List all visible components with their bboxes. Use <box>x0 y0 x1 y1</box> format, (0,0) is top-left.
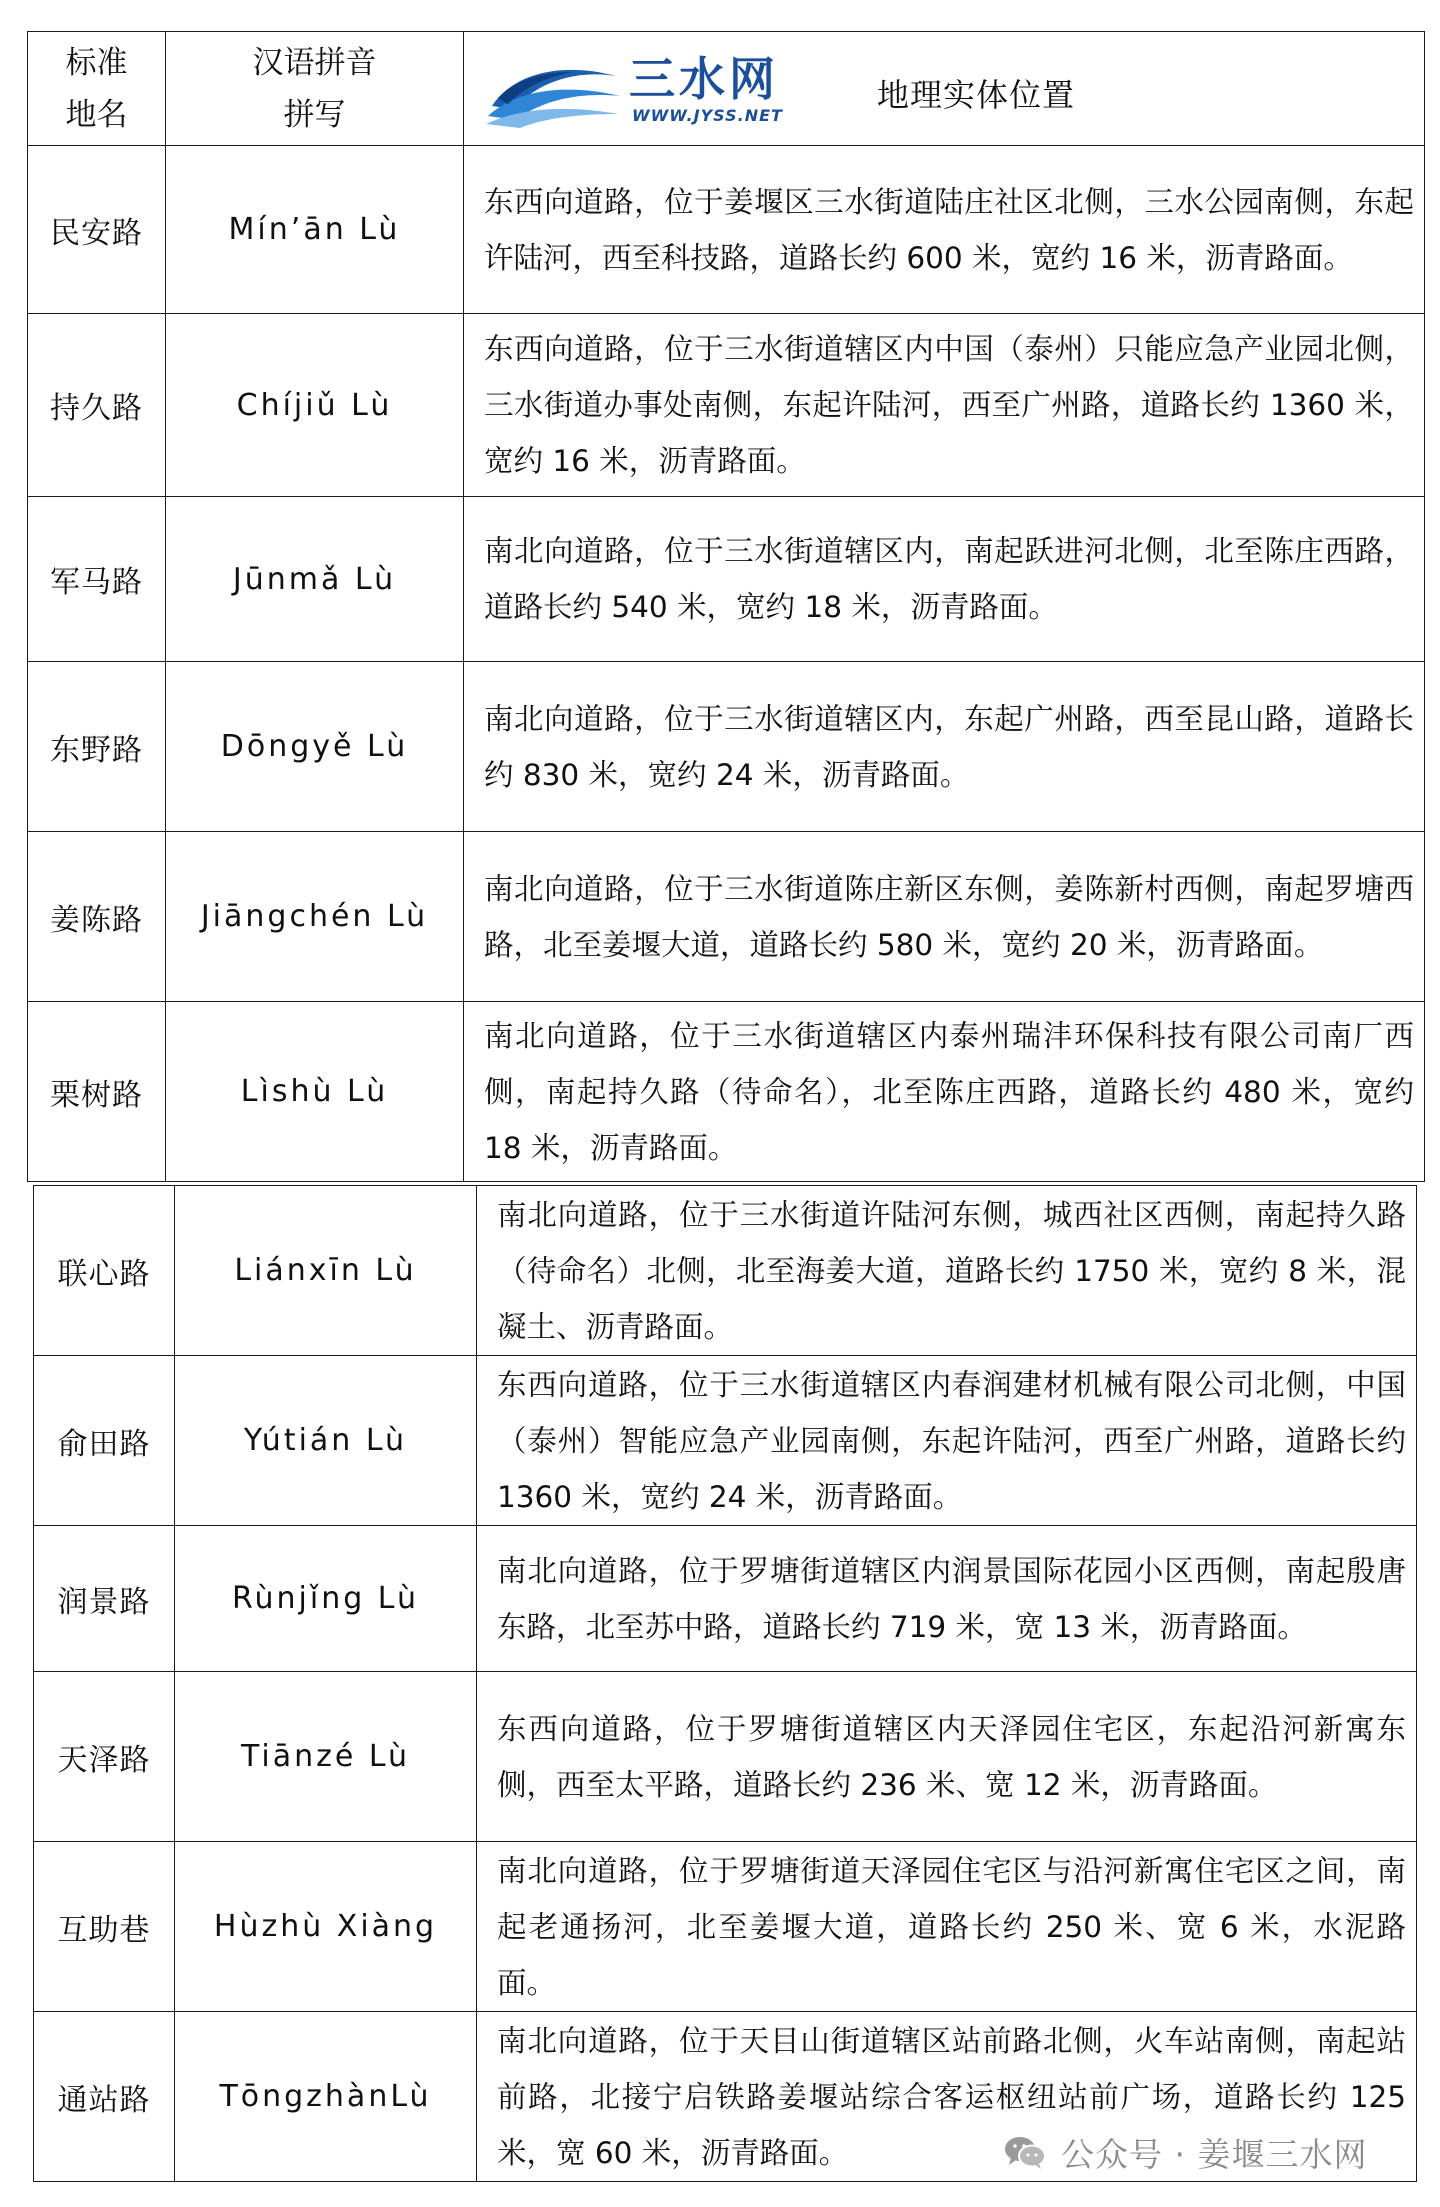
wave-logo-icon <box>484 54 624 129</box>
road-pinyin: Tiānzé Lù <box>175 1672 477 1842</box>
watermark <box>1003 2130 1367 2174</box>
road-name: 润景路 <box>34 1526 175 1672</box>
road-location: 南北向道路，位于罗塘街道辖区内润景国际花园小区西侧，南起殷唐东路，北至苏中路，道路长约 719 米，宽 13 米，沥青路面。 <box>477 1526 1417 1672</box>
road-pinyin: TōngzhànLù <box>175 2012 477 2182</box>
wechat-icon <box>1003 2134 1047 2170</box>
table-row <box>34 1672 1417 1842</box>
road-name: 持久路 <box>28 314 166 497</box>
road-pinyin: Jūnmǎ Lù <box>166 497 464 662</box>
road-pinyin: Dōngyě Lù <box>166 662 464 832</box>
road-names-table-1 <box>27 31 1425 1182</box>
road-location: 南北向道路，位于三水街道陈庄新区东侧，姜陈新村西侧，南起罗塘西路，北至姜堰大道，道路长约 580 米，宽约 20 米，沥青路面。 <box>464 832 1425 1002</box>
road-location: 东西向道路，位于三水街道辖区内中国（泰州）只能应急产业园北侧，三水街道办事处南侧，东起许陆河，西至广州路，道路长约 1360 米，宽约 16 米，沥青路面。 <box>464 314 1425 497</box>
road-names-table-2 <box>33 1185 1417 2182</box>
road-location: 南北向道路，位于天目山街道辖区站前路北侧，火车站南侧，南起站前路，北接宁启铁路姜堰站综合客运枢纽站前广场，道路长约 125 米，宽 60 米，沥青路面。 <box>477 2012 1417 2182</box>
header-location: 地理实体位置 <box>877 76 1076 114</box>
road-location: 东西向道路，位于姜堰区三水街道陆庄社区北侧，三水公园南侧，东起许陆河，西至科技路，道路长约 600 米，宽约 16 米，沥青路面。 <box>464 146 1425 314</box>
table-row <box>34 1842 1417 2012</box>
table-row <box>28 662 1425 832</box>
table-row <box>28 1002 1425 1182</box>
header-pinyin-cell <box>166 32 464 146</box>
road-location: 南北向道路，位于三水街道许陆河东侧，城西社区西侧，南起持久路（待命名）北侧，北至海姜大道，道路长约 1750 米，宽约 8 米，混凝土、沥青路面。 <box>477 1186 1417 1356</box>
table-row <box>34 1186 1417 1356</box>
road-name: 民安路 <box>28 146 166 314</box>
header-pinyin: 汉语拼音 拼写 <box>252 44 377 133</box>
header-location-cell <box>464 32 1425 146</box>
road-pinyin: Yútián Lù <box>175 1356 477 1526</box>
road-name: 栗树路 <box>28 1002 166 1182</box>
logo-url: WWW.JYSS.NET <box>632 106 783 125</box>
road-name: 姜陈路 <box>28 832 166 1002</box>
road-name: 天泽路 <box>34 1672 175 1842</box>
table-row <box>28 832 1425 1002</box>
road-location: 南北向道路，位于三水街道辖区内，东起广州路，西至昆山路，道路长约 830 米，宽约 24 米，沥青路面。 <box>464 662 1425 832</box>
road-pinyin: Chíjiǔ Lù <box>166 314 464 497</box>
road-pinyin: Lìshù Lù <box>166 1002 464 1182</box>
road-location: 南北向道路，位于三水街道辖区内，南起跃进河北侧，北至陈庄西路，道路长约 540 米，宽约 18 米，沥青路面。 <box>464 497 1425 662</box>
sanshui-logo <box>484 54 804 129</box>
table-row <box>28 314 1425 497</box>
table-row <box>28 146 1425 314</box>
road-location: 南北向道路，位于罗塘街道天泽园住宅区与沿河新寓住宅区之间，南起老通扬河，北至姜堰大道，道路长约 250 米、宽 6 米，水泥路面。 <box>477 1842 1417 2012</box>
watermark-text: 公众号 · 姜堰三水网 <box>1061 2134 1368 2174</box>
road-pinyin: Rùnjǐng Lù <box>175 1526 477 1672</box>
road-pinyin: Hùzhù Xiàng <box>175 1842 477 2012</box>
road-location: 南北向道路，位于三水街道辖区内泰州瑞沣环保科技有限公司南厂西侧，南起持久路（待命名），北至陈庄西路，道路长约 480 米，宽约 18 米，沥青路面。 <box>464 1002 1425 1182</box>
road-name: 东野路 <box>28 662 166 832</box>
road-name: 俞田路 <box>34 1356 175 1526</box>
road-pinyin: Mín’ān Lù <box>166 146 464 314</box>
road-location: 东西向道路，位于三水街道辖区内春润建材机械有限公司北侧，中国（泰州）智能应急产业园南侧，东起许陆河，西至广州路，道路长约 1360 米，宽约 24 米，沥青路面。 <box>477 1356 1417 1526</box>
road-name: 互助巷 <box>34 1842 175 2012</box>
road-location: 东西向道路，位于罗塘街道辖区内天泽园住宅区，东起沿河新寓东侧，西至太平路，道路长约 236 米、宽 12 米，沥青路面。 <box>477 1672 1417 1842</box>
road-name: 军马路 <box>28 497 166 662</box>
table-row <box>34 1526 1417 1672</box>
table-row <box>28 497 1425 662</box>
table-row <box>34 1356 1417 1526</box>
road-pinyin: Jiāngchén Lù <box>166 832 464 1002</box>
header-name: 标准 地名 <box>65 44 128 133</box>
road-name: 通站路 <box>34 2012 175 2182</box>
logo-text: 三水网 <box>629 52 779 106</box>
header-row <box>28 32 1425 146</box>
road-pinyin: Liánxīn Lù <box>175 1186 477 1356</box>
header-name-cell <box>28 32 166 146</box>
road-name: 联心路 <box>34 1186 175 1356</box>
